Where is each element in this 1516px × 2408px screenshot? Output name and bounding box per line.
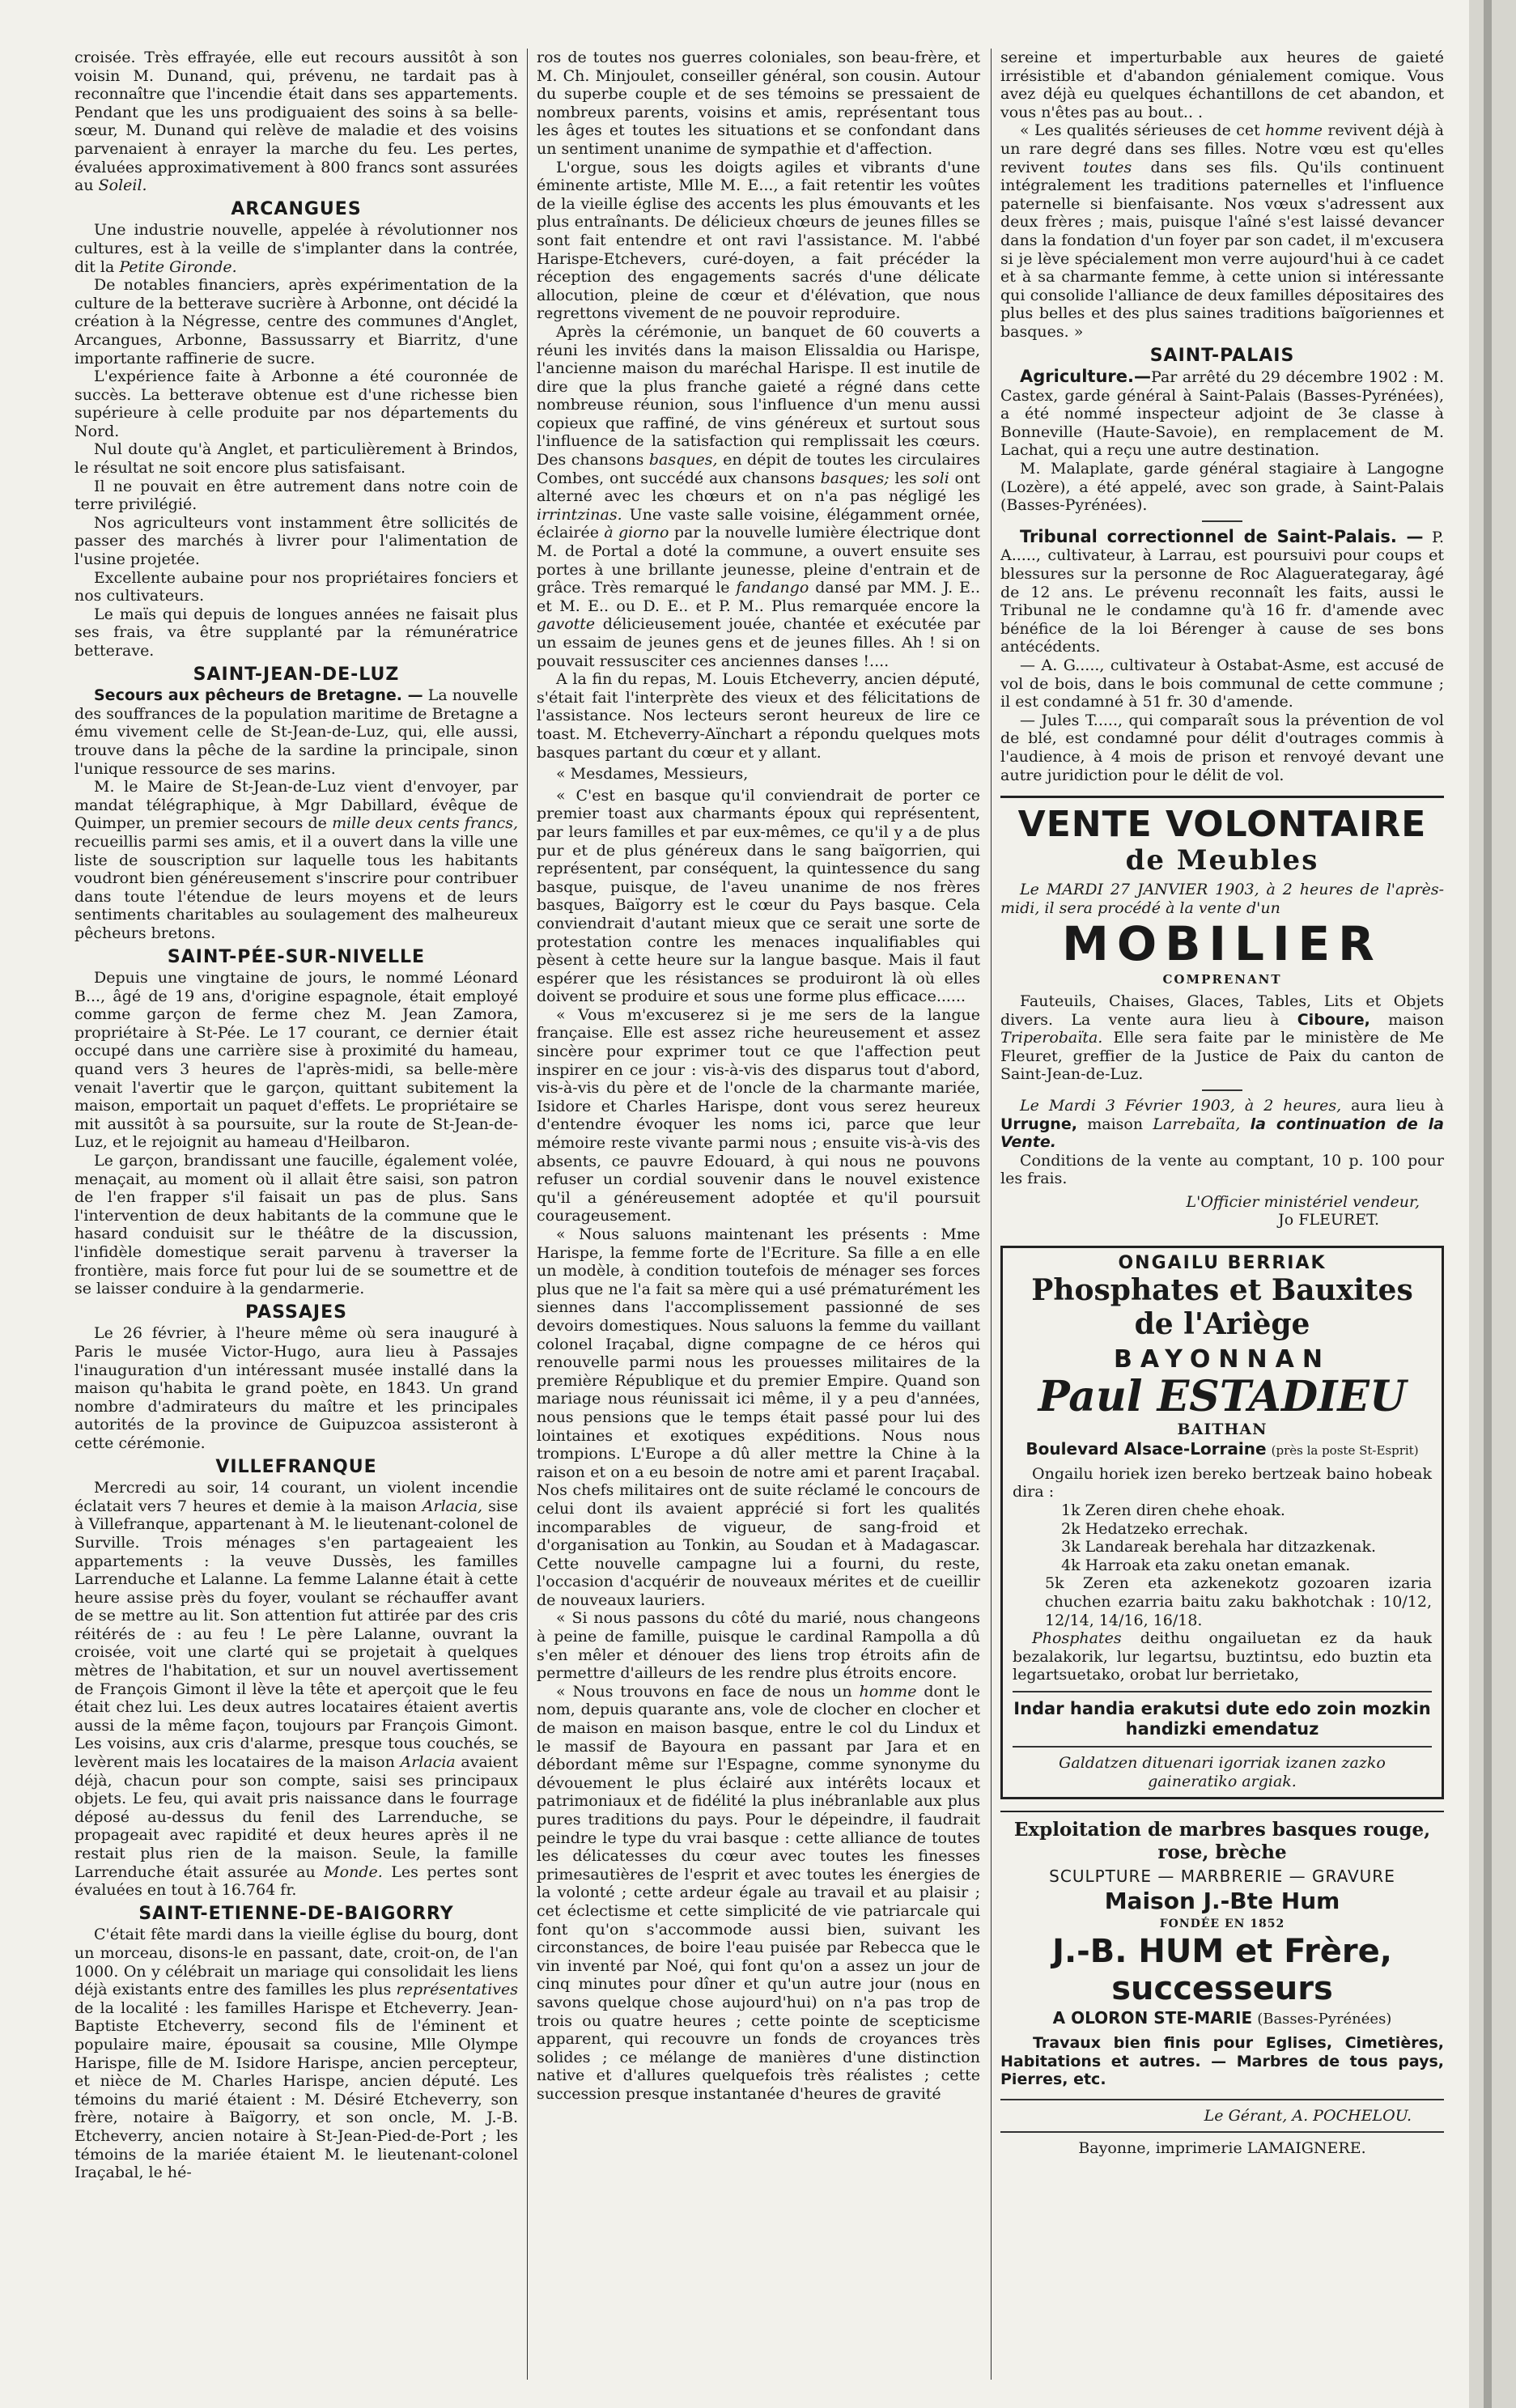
paragraph: « Les qualités sérieuses de cet homme revivent déjà à un rare degré dans ses filles. Notre vœu est qu'elles revivent toutes dans ses fils. Qu'ils continuent intégralement les traditions paternelles et l'influence paternelle si bienfaisante. Nos vœux s'adressent aux deux frères ; mais, puisque l'aîné s'est laissé devancer dans la fondation d'un foyer par son cadet, il m'excusera si je lève spécialement mon verre aujourd'hui à ce cadet et à sa charmante femme, à cette union si intéressante qui consolide l'alliance de deux familles dépositaires des plus belles et des plus saines traditions baïgoriennes et basques. »	[1000, 121, 1444, 341]
paragraph: « Mesdames, Messieurs,	[556, 765, 749, 784]
ad-location: A OLORON STE-MARIE (Basses-Pyrénées)	[1052, 2008, 1392, 2028]
paragraph: De notables financiers, après expérimentation de la culture de la betterave sucrière à Arbonne, ont décidé la création à la Négresse, centre des communes d'Anglet, Arcangues, Arbonne, Bassussarry et Biarritz, d'une importante raffinerie de sucre.	[74, 276, 518, 367]
column-rule-1	[527, 49, 528, 2380]
separator	[1202, 520, 1242, 522]
heading-saint-jean-de-luz: SAINT-JEAN-DE-LUZ	[193, 664, 400, 685]
heading-arcangues: ARCANGUES	[231, 198, 362, 219]
column-1	[74, 49, 518, 2380]
paragraph: Une industrie nouvelle, appelée à révolutionner nos cultures, est à la veille de s'implanter dans la contrée, dit la Petite Gironde.	[74, 221, 518, 276]
ad-name: Paul ESTADIEU	[1038, 1371, 1407, 1421]
paragraph: Nul doute qu'à Anglet, et particulièrement à Brindos, le résultat ne soit encore plus satisfaisant.	[74, 440, 518, 478]
ad-text: Le MARDI 27 JANVIER 1903, à 2 heures de l'après-midi, il sera procédé à la vente d'un	[1000, 881, 1444, 917]
column-3	[1000, 49, 1444, 2380]
separator	[1013, 1746, 1432, 1748]
ad-maison: Maison J.-Bte Hum	[1104, 1887, 1340, 1914]
heading-saint-palais: SAINT-PALAIS	[1149, 345, 1295, 366]
paragraph: Agriculture.—Par arrêté du 29 décembre 1902 : M. Castex, garde général à Saint-Palais (Basses-Pyrénées), a été nommé inspecteur adjoint de 3e classe à Bonneville (Haute-Savoie), en remplacement de M. Lachat, qui a reçu une autre destination.	[1000, 367, 1444, 460]
heading-saint-etienne-de-baigorry: SAINT-ETIENNE-DE-BAIGORRY	[138, 1903, 454, 1924]
paragraph: Après la cérémonie, un banquet de 60 couverts a réuni les invités dans la maison Elissaldia ou Harispe, l'ancienne maison du maréchal Harispe. Il est inutile de dire que la plus franche gaieté a régné dans cette nombreuse réunion, sous l'influence d'un menu aussi copieux que raffiné, de vins généreux et surtout sous l'influence de la satisfaction qui remplissait les cœurs. Des chansons basques, en dépit de toutes les circulaires Combes, ont succédé aux chansons basques; les soli ont alterné avec les chœurs et on n'a pas négligé les irrintzinas. Une vaste salle voisine, élégamment ornée, éclairée à giorno par la nouvelle lumière électrique dont M. de Portal a doté la commune, a ouvert ensuite ses portes à une brillante jeunesse, pleine d'entrain et de grâce. Très remarqué le fandango dansé par MM. J. E.. et M. E.. ou D. E.. et P. M.. Plus remarquée encore la gavotte délicieusement jouée, chantée et exécutée par un essaim de jeunes gens et de jeunes filles. Ah ! si on pouvait ressusciter ces anciennes danses !....	[537, 322, 980, 670]
heading-passajes: PASSAJES	[245, 1302, 347, 1323]
imprimerie: Bayonne, imprimerie LAMAIGNERE.	[1078, 2139, 1366, 2158]
ad-list-item: 4k Harroak eta zaku onetan emanak.	[1061, 1556, 1351, 1574]
ad-text: Ongailu horiek izen bereko bertzeak baino hobeak dira :	[1013, 1464, 1432, 1501]
paragraph: « C'est en basque qu'il conviendrait de porter ce premier toast aux charmants époux qui représentent, par leurs familles et par eux-mêmes, ce qu'il y a de plus pur et de plus généreux dans le sang baïgorrien, qui représentent, par conséquent, la quintessence du sang basque, puisque, de l'aveu unanime de nos frères basques, Baïgorry est le cœur du Pays basque. Cela conviendrait d'autant mieux que ce serait une sorte de protestation contre les menaces inqualifiables qui pèsent à cette heure sur la langue basque. Mais il faut espérer que les résistances se produiront là où elles doivent se produire et sous une forme plus efficace......	[537, 786, 980, 1006]
ad-text: Le Mardi 3 Février 1903, à 2 heures, aura lieu à Urrugne, maison Larrebaïta, la continuation de la Vente.	[1000, 1096, 1444, 1152]
ad-officier: L'Officier ministériel vendeur,	[1186, 1192, 1420, 1211]
paragraph: Depuis une vingtaine de jours, le nommé Léonard B..., âgé de 19 ans, d'origine espagnole, était employé comme garçon de ferme chez M. Jean Zamora, propriétaire à St-Pée. Le 17 courant, ce dernier était occupé dans une carrière sise à proximité du hameau, quand vers 3 heures de l'après-midi, sa belle-mère venait l'avertir que le garçon, quittant subitement la maison, emportait un paquet d'effets. Le propriétaire se mit aussitôt à sa poursuite, sur la route de St-Jean-de-Luz, et le rejoignit au hameau d'Heilbaron.	[74, 969, 518, 1152]
ad-text: Fauteuils, Chaises, Glaces, Tables, Lits et Objets divers. La vente aura lieu à Ciboure, maison Triperobaïta. Elle sera faite par le ministère de Me Fleuret, greffier de la Justice de Paix du canton de Saint-Jean-de-Luz.	[1000, 992, 1444, 1084]
paragraph: C'était fête mardi dans la vieille église du bourg, dont un morceau, disons-le en passant, date, croit-on, de l'an 1000. On y célébrait un mariage qui consolidait les liens déjà existants entre des familles les plus représentatives de la localité : les familles Harispe et Etcheverry. Jean-Baptiste Etcheverry, second fils de l'éminent et populaire maire, épousait sa cousine, Mlle Olympe Harispe, fille de M. Isidore Harispe, ancien percepteur, et nièce de M. Charles Harispe, ancien député. Les témoins du marié étaient : M. Désiré Etcheverry, son frère, notaire à Baïgorry, et son oncle, M. J.-B. Etcheverry, ancien notaire à St-Jean-Pied-de-Port ; les témoins de la mariée étaient M. le lieutenant-colonel Iraçabal, le hé-	[74, 1926, 518, 2182]
paragraph: Il ne pouvait en être autrement dans notre coin de terre privilégié.	[74, 477, 518, 514]
page-edge	[1469, 0, 1516, 2408]
ad-subtitle: de Meubles	[1125, 844, 1319, 877]
paragraph: Mercredi au soir, 14 courant, un violent incendie éclatait vers 7 heures et demie à la maison Arlacia, sise à Villefranque, appartenant à M. le lieutenant-colonel de Surville. Trois ménages s'en partageaient les appartements : la veuve Dussès, les familles Larrenduche et Lalanne. La femme Lalanne était à cette heure assise près du foyer, voulant se réchauffer avant de se mettre au lit. Son attention fut attirée par des cris réitérés de : au feu ! Le père Lalanne, ouvrant la croisée, voit une clarté qui se projetait à quelques mètres de l'habitation, et sur un nouvel avertissement de François Gimont il lève la tête et aperçoit que le feu était chez lui. Les deux autres locataires étaient avertis aussi de la même façon, toujours par François Gimont. Les voisins, aux cris d'alarme, presque tous couchés, se levèrent mais les locataires de la maison Arlacia avaient déjà, chacun pour son compte, saisi ses principaux objets. Le feu, qui avait pris naissance dans le fourrage déposé au-dessus du fenil des Larrenduche, se propageait avec rapidité et deux heures après il ne restait plus rien de la maison. Seule, la famille Larrenduche était assurée au Monde. Les pertes sont évaluées en tout à 16.764 fr.	[74, 1479, 518, 1900]
paragraph: A la fin du repas, M. Louis Etcheverry, ancien député, s'était fait l'interprète des vieux et des félicitations de l'assistance. Nos lecteurs seront heureux de lire ce toast. M. Etcheverry-Aïnchart a répondu quelques mots basques partant du cœur et y allant.	[537, 670, 980, 762]
paragraph: L'expérience faite à Arbonne a été couronnée de succès. La betterave obtenue est d'une richesse bien supérieure à celle produite par nos départements du Nord.	[74, 367, 518, 440]
article-continuation: croisée. Très effrayée, elle eut recours aussitôt à son voisin M. Dunand, qui, prévenu, ne tardait pas à reconnaître que l'incendie était dans ses appartements. Pendant que les uns prodiguaient des soins à sa belle-sœur, M. Dunand qui relève de maladie et des voisins parvenaient à enrayer la marche du feu. Les pertes, évaluées approximativement à 800 francs sont assurées au Soleil.	[74, 49, 518, 195]
ad-bayonnan: BAYONNAN	[1114, 1344, 1331, 1374]
binding-shadow	[1484, 0, 1492, 2408]
ad-text: Phosphates deithu ongailuetan ez da hauk bezalakorik, lur legartsu, buztintsu, edo buztin eta legartsuetako, orobat lur berrietako,	[1013, 1629, 1432, 1684]
paragraph: ros de toutes nos guerres coloniales, son beau-frère, et M. Ch. Minjoulet, conseiller général, son cousin. Autour du superbe couple et de ses témoins se pressaient de nombreux parents, voisins et amis, représentant tous les âges et toutes les situations et se confondant dans un sentiment unanime de sympathie et d'affection.	[537, 49, 980, 158]
ad-footer: Galdatzen dituenari igorriak izanen zazko gaineratiko argiak.	[1059, 1753, 1386, 1790]
paragraph: « Vous m'excuserez si je me sers de la langue française. Elle est assez riche heureusement et assez sincère pour exprimer tout ce que l'affection peut inspirer en ce jour : vis-à-vis des disparus tout d'abord, vis-à-vis du père et de l'oncle de la charmante mariée, Isidore et Charles Harispe, dont vous serez heureux d'entendre évoquer les noms ici, parce que leur mémoire reste vivante parmi nous ; ensuite vis-à-vis des absents, ce pauvre Edouard, à qui nous ne pouvons refuser un cordial souvenir dans le nouvel existence qu'il a généreusement adoptée et qu'il poursuit courageusement.	[537, 1005, 980, 1225]
ad-services: SCULPTURE — MARBRERIE — GRAVURE	[1049, 1867, 1395, 1887]
ad-baithan: BAITHAN	[1177, 1420, 1268, 1438]
separator	[1000, 2131, 1444, 2133]
ad-company: J.-B. HUM et Frère, successeurs	[1052, 1933, 1392, 2008]
paragraph: Le garçon, brandissant une faucille, également volée, menaçait, au moment où il allait être saisi, son patron de l'en frapper s'il faisait un pas de plus. Sans l'intervention de deux habitants de la commune que le hasard conduisit sur le théâtre de la discussion, l'infidèle domestique serait parvenu à traverser la frontière, mais force fut pour lui de se soumettre et de se laisser conduire à la gendarmerie.	[74, 1152, 518, 1298]
paragraph: « Nous saluons maintenant les présents : Mme Harispe, la femme forte de l'Ecriture. Sa fille a en elle un modèle, à condition toutefois de ménager ses forces plus que ne l'a fait sa mère qui a usé prématurément les siennes dans l'accomplissement passionné de ses devoirs domestiques. Nous saluons la femme du vaillant colonel Iraçabal, digne compagne de ce héros qui renouvelle parmi nous les prouesses militaires de la première République et du premier Empire. Quand son mariage nous réunissait ici même, il y a peu d'années, nous pensions que le temps était passé pour lui des lointaines et exotiques expéditions. Nous nous trompions. L'Europe a dû aller mettre la Chine à la raison et on a eu besoin de notre ami et parent Iraçabal. Nos chefs militaires ont de suite réclamé le concours de celui dont ils avaient apprécié si fort les qualités incomparables de vigueur, de sang-froid et d'organisation au Tonkin, au Soudan et à Madagascar. Cette nouvelle campagne lui a fourni, du reste, l'occasion d'acquérir de nouveaux mérites et de cueillir de nouveaux lauriers.	[537, 1225, 980, 1609]
ad-text: Travaux bien finis pour Eglises, Cimetières, Habitations et autres. — Marbres de tous pays, Pierres, etc.	[1000, 2033, 1444, 2089]
ad-top: ONGAILU BERRIAK	[1118, 1253, 1327, 1274]
advertisement-marbres	[1000, 1811, 1444, 2089]
column-2	[537, 49, 980, 2380]
heading-saint-pee-sur-nivelle: SAINT-PÉE-SUR-NIVELLE	[167, 946, 426, 967]
heading-villefranque: VILLEFRANQUE	[215, 1456, 377, 1477]
ad-title: Phosphates et Bauxites de l'Ariège	[1031, 1272, 1413, 1341]
ad-signature: Jo FLEURET.	[1278, 1211, 1379, 1229]
separator	[1013, 1691, 1432, 1692]
paragraph: sereine et imperturbable aux heures de gaieté irrésistible et d'abandon génialement comique. Vous avez déjà eu quelques échantillons de cet abandon, et vous n'êtes pas au bout.. .	[1000, 49, 1444, 121]
paragraph: — Jules T....., qui comparaît sous la prévention de vol de blé, est condamné pour délit d'outrages commis à l'audience, à 4 mois de prison et renvoyé devant une autre juridiction pour le délit de vol.	[1000, 711, 1444, 784]
advertisement-phosphates	[1000, 1246, 1444, 1799]
ad-list-item: 1k Zeren diren chehe ehoak.	[1061, 1501, 1285, 1520]
ad-list-item: 5k Zeren eta azkenekotz gozoaren izaria chuchen ezarria baitu zaku bakhotchak : 10/12, 12/14, 14/16, 16/18.	[1045, 1574, 1432, 1629]
paragraph: L'orgue, sous les doigts agiles et vibrants d'une éminente artiste, Mlle M. E..., a fait retentir les voûtes de la vieille église des accents les plus émouvants et les plus entraînants. De délicieux chœurs de jeunes filles se sont fait entendre et ont ravi l'assistance. M. l'abbé Harispe-Etchevers, curé-doyen, a fait précéder la réception des engagements sacrés d'une délicate allocution, pleine de cœur et d'élévation, que nous regrettons vivement de ne pouvoir reproduire.	[537, 158, 980, 323]
paragraph: Le 26 février, à l'heure même où sera inauguré à Paris le musée Victor-Hugo, aura lieu à Passajes l'inauguration d'un intéressant musée installé dans la maison qu'habita le grand poète, en 1843. Un grand nombre d'admirateurs du maître et les principales autorités de la province de Guipuzcoa assisteront à cette cérémonie.	[74, 1324, 518, 1452]
paragraph: Nos agriculteurs vont instamment être sollicités de passer des marchés à livrer pour l'alimentation de l'usine projetée.	[74, 513, 518, 569]
paragraph: « Si nous passons du côté du marié, nous changeons à peine de famille, puisque le cardinal Rampolla a dû s'en mêler et dénouer des liens trop étroits afin de permettre d'ailleurs de les rendre plus étroits encore.	[537, 1609, 980, 1683]
ad-mobilier: MOBILIER	[1062, 916, 1382, 972]
paragraph: — A. G....., cultivateur à Ostabat-Asme, est accusé de vol de bois, dans le bois communal de cette commune ; il est condamné à 51 fr. 30 d'amende.	[1000, 656, 1444, 711]
paragraph: Le maïs qui depuis de longues années ne faisait plus ses frais, va être supplanté par la rémunératrice betterave.	[74, 605, 518, 660]
separator	[1000, 2099, 1444, 2100]
paragraph: M. Malaplate, garde général stagiaire à Langogne (Lozère), a été appelé, avec son grade, à Saint-Palais (Basses-Pyrénées).	[1000, 460, 1444, 515]
ad-title: VENTE VOLONTAIRE	[1017, 804, 1427, 846]
gerant: Le Gérant, A. POCHELOU.	[1204, 2106, 1412, 2125]
paragraph: Tribunal correctionnel de Saint-Palais. — P. A....., cultivateur, à Larrau, est poursuivi pour coups et blessures sur la personne de Roc Alaguerategaray, âgé de 12 ans. Le prévenu reconnaît les faits, aussi le Tribunal ne le condamne qu'à 16 fr. d'amende avec bénéfice de la loi Bérenger à cause de ses bons antécédents.	[1000, 526, 1444, 656]
column-rule-2	[991, 49, 992, 2380]
paragraph: M. le Maire de St-Jean-de-Luz vient d'envoyer, par mandat télégraphique, à Mgr Dabillard, évêque de Quimper, un premier secours de mille deux cents francs, recueillis parmi ses amis, et il a ouvert dans la ville une liste de souscription sur laquelle tous les habitants voudront bien généreusement s'inscrire pour contribuer dans toute l'étendue de leurs moyens et de leurs sentiments charitables au soulagement des malheureux pêcheurs bretons.	[74, 778, 518, 942]
ad-comprenant: COMPRENANT	[1162, 972, 1282, 987]
ad-title: Exploitation de marbres basques rouge, rose, brèche	[1013, 1819, 1431, 1864]
ad-list-item: 3k Landareak berehala har ditzazkenak.	[1061, 1538, 1377, 1556]
ad-founded: FONDÉE EN 1852	[1159, 1917, 1285, 1930]
ad-address: Boulevard Alsace-Lorraine (près la poste St-Esprit)	[1026, 1439, 1419, 1459]
ad-slogan: Indar handia erakutsi dute edo zoin mozkin handizki emendatuz	[1013, 1698, 1431, 1739]
paragraph: « Nous trouvons en face de nous un homme dont le nom, depuis quarante ans, vole de clocher en clocher et de maison en maison basque, entre le col du Lindux et le massif de Bayoura en passant par Jara et en débordant même sur l'Espagne, comme synonyme du dévouement le plus éclairé aux intérêts locaux et patrimoniaux et de fidélité la plus inébranlable aux plus pures traditions du pays. Pour le dépeindre, il faudrait peindre le type du vrai basque : cette alliance de toutes les délicatesses du cœur avec toutes les finesses primesautières de l'esprit et avec toutes les énergies de la volonté ; cette ardeur égale au travail et au plaisir ; cet éclectisme et cette simplicité de vie patriarcale qui font qu'on s'accommode aussi bien, suivant les circonstances, de boire l'eau puisée par Rebecca que le vin inventé par Noé, qui font qu'on a assez un jour de cinq minutes pour dîner et qu'un autre jour (nous en savons quelque chose aujourd'hui) on n'a pas trop de trois ou quatre heures ; cette pointe de scepticisme apparent, qui recouvre un fonds de croyances très solides ; ce mélange de manières d'une distinction native et d'allures quelquefois très réalistes ; cette succession presque instantanée d'heures de gravité	[537, 1682, 980, 2103]
advertisement-vente	[1000, 796, 1444, 1233]
ad-list-item: 2k Hedatzeko errechak.	[1061, 1519, 1249, 1538]
ad-text: Conditions de la vente au comptant, 10 p. 100 pour les frais.	[1000, 1151, 1444, 1188]
paragraph: Excellente aubaine pour nos propriétaires fonciers et nos cultivateurs.	[74, 568, 518, 605]
separator	[1202, 1089, 1242, 1091]
paragraph: Secours aux pêcheurs de Bretagne. — La nouvelle des souffrances de la population maritime de Bretagne a ému vivement celle de St-Jean-de-Luz, qui, elle aussi, trouve dans la pêche de la sardine la principale, sinon l'unique ressource de ses marins.	[74, 686, 518, 778]
